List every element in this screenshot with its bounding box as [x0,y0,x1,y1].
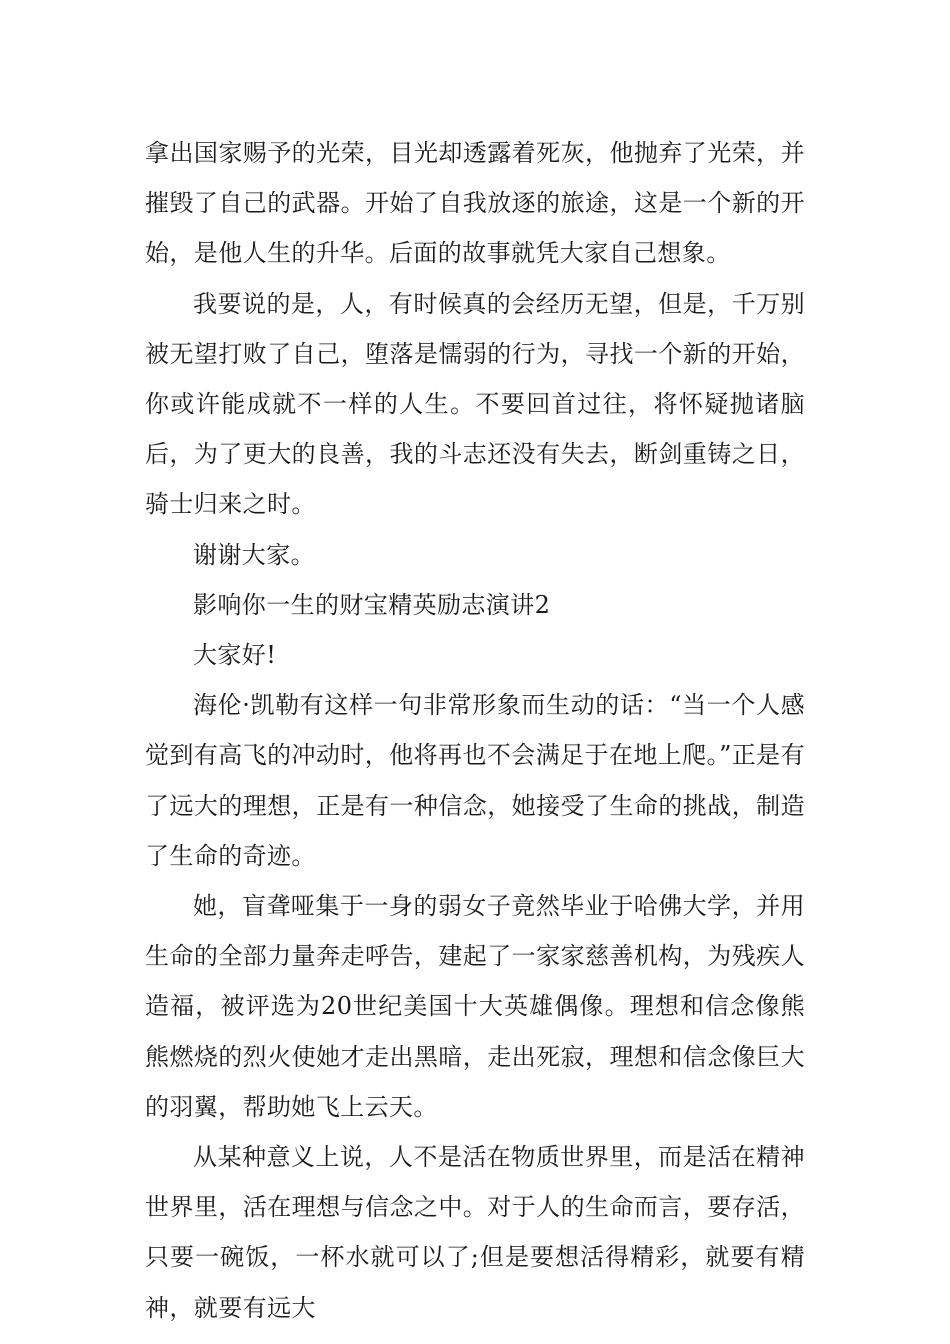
section-heading: 影响你一生的财宝精英励志演讲2 [193,590,551,619]
paragraph-6: 海伦·凯勒有这样一句非常形象而生动的话：“当一个人感觉到有高飞的冲动时，他将再也不会满足于在地上爬。”正是有了远大的理想，正是有一种信念，她接受了生命的挑战，制造了生命的奇迹。 [145,691,805,870]
document-page [145,128,805,1333]
paragraph-7: 她，盲聋哑集于一身的弱女子竟然毕业于哈佛大学，并用生命的全部力量奔走呼告，建起了一家家慈善机构，为残疾人造福，被评选为20世纪美国十大英雄偶像。理想和信念像熊熊燃烧的烈火使她才走出黑暗，走出死寂，理想和信念像巨大的羽翼，帮助她飞上云天。 [145,892,805,1121]
paragraph-1: 拿出国家赐予的光荣，目光却透露着死灰，他抛弃了光荣，并摧毁了自己的武器。开始了自我放逐的旅途，这是一个新的开始，是他人生的升华。后面的故事就凭大家自己想象。 [145,139,805,268]
paragraph-3: 谢谢大家。 [193,540,315,569]
paragraph-2: 我要说的是，人，有时候真的会经历无望，但是，千万别被无望打败了自己，堕落是懦弱的行为，寻找一个新的开始，你或许能成就不一样的人生。不要回首过往，将怀疑抛诸脑后，为了更大的良善，我的斗志还没有失去，断剑重铸之日，骑士归来之时。 [145,289,805,519]
paragraph-greeting: 大家好! [193,641,277,670]
paragraph-8: 从某种意义上说，人不是活在物质世界里，而是活在精神世界里，活在理想与信念之中。对于人的生命而言，要存活，只要一碗饭，一杯水就可以了;但是要想活得精彩，就要有精神，就要有远大 [145,1143,805,1322]
